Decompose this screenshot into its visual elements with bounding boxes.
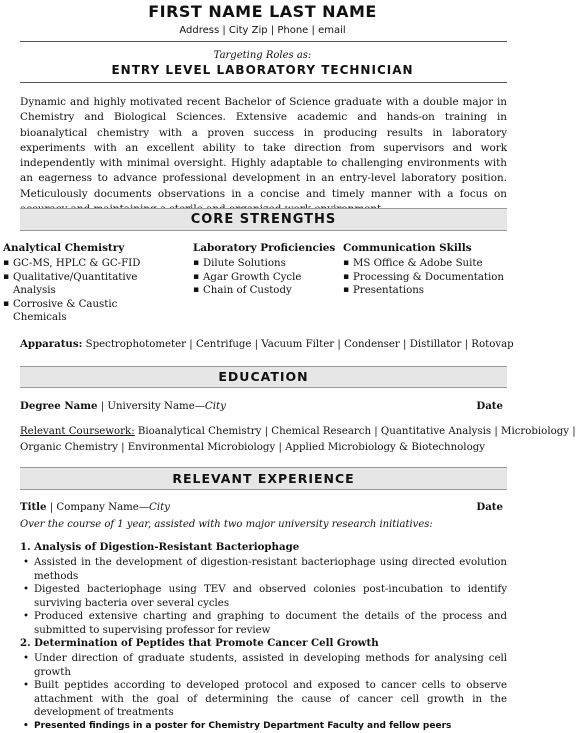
list-item: • Built peptides according to developed protocol and exposed to cancer cells to observe attachment with the goal of determining the cause of cancer cell growth in the development of treatments bbox=[20, 679, 507, 720]
education-date: Date bbox=[476, 400, 503, 412]
list-item: • Produced extensive charting and graphing to document the details of the process and submitted to supervising professor for review bbox=[20, 610, 507, 637]
divider bbox=[20, 41, 507, 42]
coursework-label: Relevant Coursework: bbox=[20, 426, 135, 437]
strength-column bbox=[343, 242, 518, 298]
targeting-label: Targeting Roles as: bbox=[0, 50, 525, 61]
coursework-list: Organic Chemistry | Environmental Microbiology | Applied Microbiology & Biotechnology bbox=[20, 442, 485, 453]
strength-list bbox=[193, 257, 343, 298]
experience-band bbox=[20, 467, 507, 490]
list-item: ▪ Dilute Solutions bbox=[193, 257, 343, 271]
list-item: ▪ Agar Growth Cycle bbox=[193, 271, 343, 285]
list-item: ▪ Processing & Documentation bbox=[343, 271, 518, 285]
list-item: • Assisted in the development of digestion-resistant bacteriophage using directed evolution methods bbox=[20, 556, 507, 583]
apparatus-list: Spectrophotometer | Centrifuge | Vacuum Filter | Condenser | Distillator | Rotovap bbox=[86, 339, 514, 350]
project-title: 1. Analysis of Digestion-Resistant Bacteriophage bbox=[20, 541, 500, 553]
company-name: | Company Name— bbox=[47, 502, 150, 513]
divider bbox=[20, 82, 507, 83]
strength-column-title: Communication Skills bbox=[343, 242, 518, 254]
list-item: ▪ Chain of Custody bbox=[193, 284, 343, 298]
university-name: | University Name— bbox=[98, 401, 205, 412]
job-title: Title bbox=[20, 501, 47, 513]
list-item: ▪ MS Office & Adobe Suite bbox=[343, 257, 518, 271]
section-heading: EDUCATION bbox=[20, 367, 507, 387]
job-date: Date bbox=[476, 501, 503, 513]
strength-list bbox=[3, 257, 183, 325]
strength-column bbox=[3, 242, 183, 325]
job-intro: Over the course of 1 year, assisted with two major university research initiatives: bbox=[20, 519, 510, 530]
core-strengths-band bbox=[20, 208, 507, 231]
strength-list bbox=[343, 257, 518, 298]
company-city: City bbox=[149, 502, 170, 513]
list-item: ▪ Presentations bbox=[343, 284, 518, 298]
project-list bbox=[20, 652, 507, 733]
strength-column-title: Laboratory Proficiencies bbox=[193, 242, 343, 254]
target-role: ENTRY LEVEL LABORATORY TECHNICIAN bbox=[0, 63, 525, 77]
coursework-list: Bioanalytical Chemistry | Chemical Research | Quantitative Analysis | Microbiology | bbox=[135, 426, 576, 437]
degree-line bbox=[20, 400, 500, 412]
coursework-line bbox=[20, 442, 520, 453]
project-list bbox=[20, 556, 507, 637]
project-title: 2. Determination of Peptides that Promote Cancer Cell Growth bbox=[20, 637, 500, 649]
section-heading: CORE STRENGTHS bbox=[20, 209, 507, 230]
list-item: ▪ Qualitative/Quantitative Analysis bbox=[3, 271, 163, 298]
section-heading: RELEVANT EXPERIENCE bbox=[20, 468, 507, 489]
list-item: • Presented findings in a poster for Chemistry Department Faculty and fellow peers bbox=[20, 720, 507, 733]
university-city: City bbox=[205, 401, 226, 412]
list-item: • Under direction of graduate students, assisted in developing methods for analysing cell growth bbox=[20, 652, 507, 679]
job-line bbox=[20, 501, 500, 513]
degree-name: Degree Name bbox=[20, 400, 98, 412]
list-item: ▪ GC-MS, HPLC & GC-FID bbox=[3, 257, 183, 271]
education-band bbox=[20, 366, 507, 388]
strength-column-title: Analytical Chemistry bbox=[3, 242, 183, 254]
apparatus-label: Apparatus: bbox=[20, 338, 82, 350]
coursework-line bbox=[20, 426, 520, 437]
strength-column bbox=[193, 242, 343, 298]
professional-summary: Dynamic and highly motivated recent Bachelor of Science graduate with a double major in Chemistry and Biological Sciences. Extensive academic and hands-on training in bioanalytical chemistry with a proven success in producing results in laboratory experiments with an excellent ability to take direction from supervisors and work independently with minimal oversight. Highly adaptable to challenging environments with an eagerness to advance professional development in an entry-level laboratory position. Meticulously documents observations in a concise and timely manner with a focus on bbox=[20, 95, 507, 217]
contact-line: Address | City Zip | Phone | email bbox=[0, 25, 525, 36]
list-item: • Digested bacteriophage using TEV and observed colonies post-incubation to identify surviving bacteria over several cycles bbox=[20, 583, 507, 610]
list-item: ▪ Corrosive & Caustic Chemicals bbox=[3, 298, 143, 325]
candidate-name: FIRST NAME LAST NAME bbox=[0, 2, 525, 21]
apparatus-line bbox=[20, 338, 520, 350]
